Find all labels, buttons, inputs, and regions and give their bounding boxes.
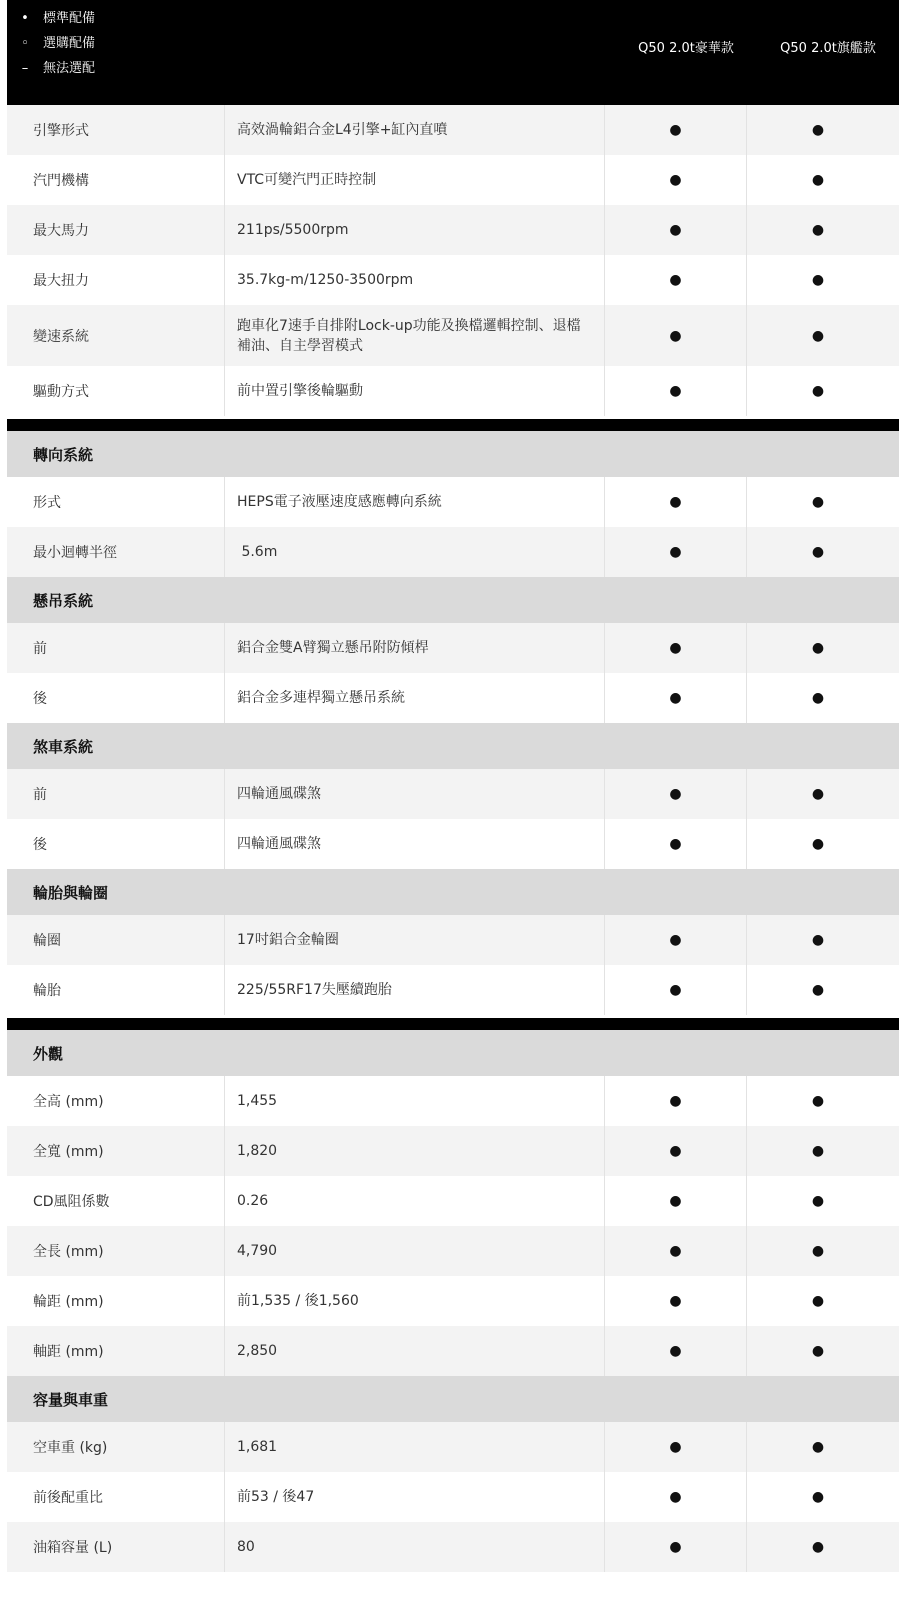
standard-dot-icon: ● — [811, 1489, 825, 1505]
standard-dot-icon: ● — [811, 1343, 825, 1359]
standard-dot-icon: ● — [605, 1176, 747, 1226]
engine-section — [7, 105, 899, 416]
table-row — [7, 1326, 899, 1376]
legend-label: 標準配備 — [43, 11, 96, 26]
standard-dot-icon: ● — [605, 1472, 747, 1522]
spec-label: 驅動方式 — [7, 366, 225, 416]
spec-value: 高效渦輪鋁合金L4引擎+缸內直噴 — [225, 105, 605, 155]
spec-value: 1,820 — [225, 1126, 605, 1176]
standard-dot-icon: ● — [811, 272, 825, 288]
model-header-luxury: Q50 2.0t豪華款 — [638, 41, 734, 56]
spec-value: 四輪通風碟煞 — [225, 819, 605, 869]
table-row — [7, 769, 899, 819]
spec-label: 全長 (mm) — [7, 1226, 225, 1276]
spec-value: 17吋鋁合金輪圈 — [225, 915, 605, 965]
model-header-flagship: Q50 2.0t旗艦款 — [780, 41, 876, 56]
standard-dot-icon: ● — [811, 383, 825, 399]
spec-label: 軸距 (mm) — [7, 1326, 225, 1376]
spec-label: 前後配重比 — [7, 1472, 225, 1522]
spec-label: 全寬 (mm) — [7, 1126, 225, 1176]
spec-label: 輪圈 — [7, 915, 225, 965]
standard-dot-icon: ● — [605, 477, 747, 527]
standard-dot-icon: ● — [811, 1439, 825, 1455]
bullet-filled-icon: • — [21, 11, 29, 26]
spec-value: 1,681 — [225, 1422, 605, 1472]
spec-value: 4,790 — [225, 1226, 605, 1276]
spec-label: 前 — [7, 623, 225, 673]
table-row — [7, 305, 899, 366]
standard-dot-icon: ● — [605, 1276, 747, 1326]
standard-dot-icon: ● — [811, 222, 825, 238]
standard-dot-icon: ● — [811, 1093, 825, 1109]
table-row — [7, 819, 899, 869]
standard-dot-icon: ● — [811, 786, 825, 802]
spec-value: 225/55RF17失壓續跑胎 — [225, 965, 605, 1015]
legend-item-standard — [7, 6, 95, 31]
spec-label: 全高 (mm) — [7, 1076, 225, 1126]
standard-dot-icon: ● — [605, 205, 747, 255]
spec-value: HEPS電子液壓速度感應轉向系統 — [225, 477, 605, 527]
standard-dot-icon: ● — [605, 1422, 747, 1472]
standard-dot-icon: ● — [605, 305, 747, 366]
table-row — [7, 255, 899, 305]
table-header — [7, 0, 899, 105]
standard-dot-icon: ● — [605, 1326, 747, 1376]
standard-dot-icon: ● — [605, 1522, 747, 1572]
table-row — [7, 1076, 899, 1126]
standard-dot-icon: ● — [811, 1539, 825, 1555]
spec-value: 前中置引擎後輪驅動 — [225, 366, 605, 416]
spec-label: 汽門機構 — [7, 155, 225, 205]
section-title-brakes: 煞車系統 — [7, 723, 899, 769]
table-row — [7, 1276, 899, 1326]
table-row — [7, 205, 899, 255]
table-row — [7, 477, 899, 527]
table-row — [7, 155, 899, 205]
table-row — [7, 673, 899, 723]
standard-dot-icon: ● — [811, 172, 825, 188]
spec-value: 5.6m — [225, 527, 605, 577]
spec-value: 2,850 — [225, 1326, 605, 1376]
spec-value: 前53 / 後47 — [225, 1472, 605, 1522]
standard-dot-icon: ● — [811, 1243, 825, 1259]
spec-value: 80 — [225, 1522, 605, 1572]
section-title-exterior: 外觀 — [7, 1030, 899, 1076]
standard-dot-icon: ● — [811, 982, 825, 998]
section-title-steering: 轉向系統 — [7, 431, 899, 477]
spec-value: 鋁合金多連桿獨立懸吊系統 — [225, 673, 605, 723]
spec-label: 變速系統 — [7, 305, 225, 366]
spec-label: 最大扭力 — [7, 255, 225, 305]
standard-dot-icon: ● — [605, 769, 747, 819]
standard-dot-icon: ● — [605, 105, 747, 155]
spec-value: 跑車化7速手自排附Lock-up功能及換檔邏輯控制、退檔補油、自主學習模式 — [225, 305, 605, 366]
spec-label: 形式 — [7, 477, 225, 527]
standard-dot-icon: ● — [605, 915, 747, 965]
dash-icon: – — [21, 61, 29, 76]
table-row — [7, 105, 899, 155]
standard-dot-icon: ● — [605, 673, 747, 723]
spec-label: CD風阻係數 — [7, 1176, 225, 1226]
table-row — [7, 965, 899, 1015]
section-title-capacity: 容量與車重 — [7, 1376, 899, 1422]
standard-dot-icon: ● — [811, 640, 825, 656]
section-divider — [7, 1018, 899, 1030]
section-title-suspension: 懸吊系統 — [7, 577, 899, 623]
standard-dot-icon: ● — [811, 1293, 825, 1309]
spec-value: 211ps/5500rpm — [225, 205, 605, 255]
spec-label: 後 — [7, 819, 225, 869]
legend — [7, 6, 95, 81]
spec-label: 最小迴轉半徑 — [7, 527, 225, 577]
spec-value: 鋁合金雙A臂獨立懸吊附防傾桿 — [225, 623, 605, 673]
table-row — [7, 623, 899, 673]
table-row — [7, 1472, 899, 1522]
standard-dot-icon: ● — [605, 1076, 747, 1126]
section-title-wheels: 輪胎與輪圈 — [7, 869, 899, 915]
legend-item-optional — [7, 31, 95, 56]
standard-dot-icon: ● — [605, 1226, 747, 1276]
standard-dot-icon: ● — [605, 255, 747, 305]
standard-dot-icon: ● — [811, 544, 825, 560]
standard-dot-icon: ● — [811, 327, 825, 344]
table-row — [7, 1522, 899, 1572]
table-row — [7, 1422, 899, 1472]
section-divider — [7, 419, 899, 431]
table-row — [7, 1176, 899, 1226]
spec-value: 0.26 — [225, 1176, 605, 1226]
table-row — [7, 1126, 899, 1176]
spec-value: 1,455 — [225, 1076, 605, 1126]
spec-value: VTC可變汽門正時控制 — [225, 155, 605, 205]
standard-dot-icon: ● — [605, 965, 747, 1015]
spec-label: 油箱容量 (L) — [7, 1522, 225, 1572]
spec-label: 空車重 (kg) — [7, 1422, 225, 1472]
standard-dot-icon: ● — [811, 836, 825, 852]
spec-label: 前 — [7, 769, 225, 819]
standard-dot-icon: ● — [605, 1126, 747, 1176]
spec-label: 輪胎 — [7, 965, 225, 1015]
spec-label: 引擎形式 — [7, 105, 225, 155]
table-row — [7, 1226, 899, 1276]
spec-table — [7, 0, 899, 1572]
standard-dot-icon: ● — [811, 932, 825, 948]
spec-value: 35.7kg-m/1250-3500rpm — [225, 255, 605, 305]
standard-dot-icon: ● — [811, 122, 825, 138]
standard-dot-icon: ● — [811, 690, 825, 706]
table-row — [7, 915, 899, 965]
table-row — [7, 366, 899, 416]
spec-label: 輪距 (mm) — [7, 1276, 225, 1326]
spec-value: 四輪通風碟煞 — [225, 769, 605, 819]
standard-dot-icon: ● — [811, 494, 825, 510]
legend-item-unavailable — [7, 56, 95, 81]
standard-dot-icon: ● — [605, 623, 747, 673]
legend-label: 選購配備 — [43, 36, 96, 51]
table-row — [7, 527, 899, 577]
standard-dot-icon: ● — [605, 155, 747, 205]
model-column-headers — [615, 37, 899, 56]
standard-dot-icon: ● — [605, 819, 747, 869]
legend-label: 無法選配 — [43, 61, 96, 76]
spec-label: 後 — [7, 673, 225, 723]
standard-dot-icon: ● — [605, 527, 747, 577]
standard-dot-icon: ● — [811, 1143, 825, 1159]
spec-value: 前1,535 / 後1,560 — [225, 1276, 605, 1326]
standard-dot-icon: ● — [811, 1193, 825, 1209]
bullet-hollow-icon: ◦ — [21, 36, 29, 51]
spec-label: 最大馬力 — [7, 205, 225, 255]
standard-dot-icon: ● — [605, 366, 747, 416]
